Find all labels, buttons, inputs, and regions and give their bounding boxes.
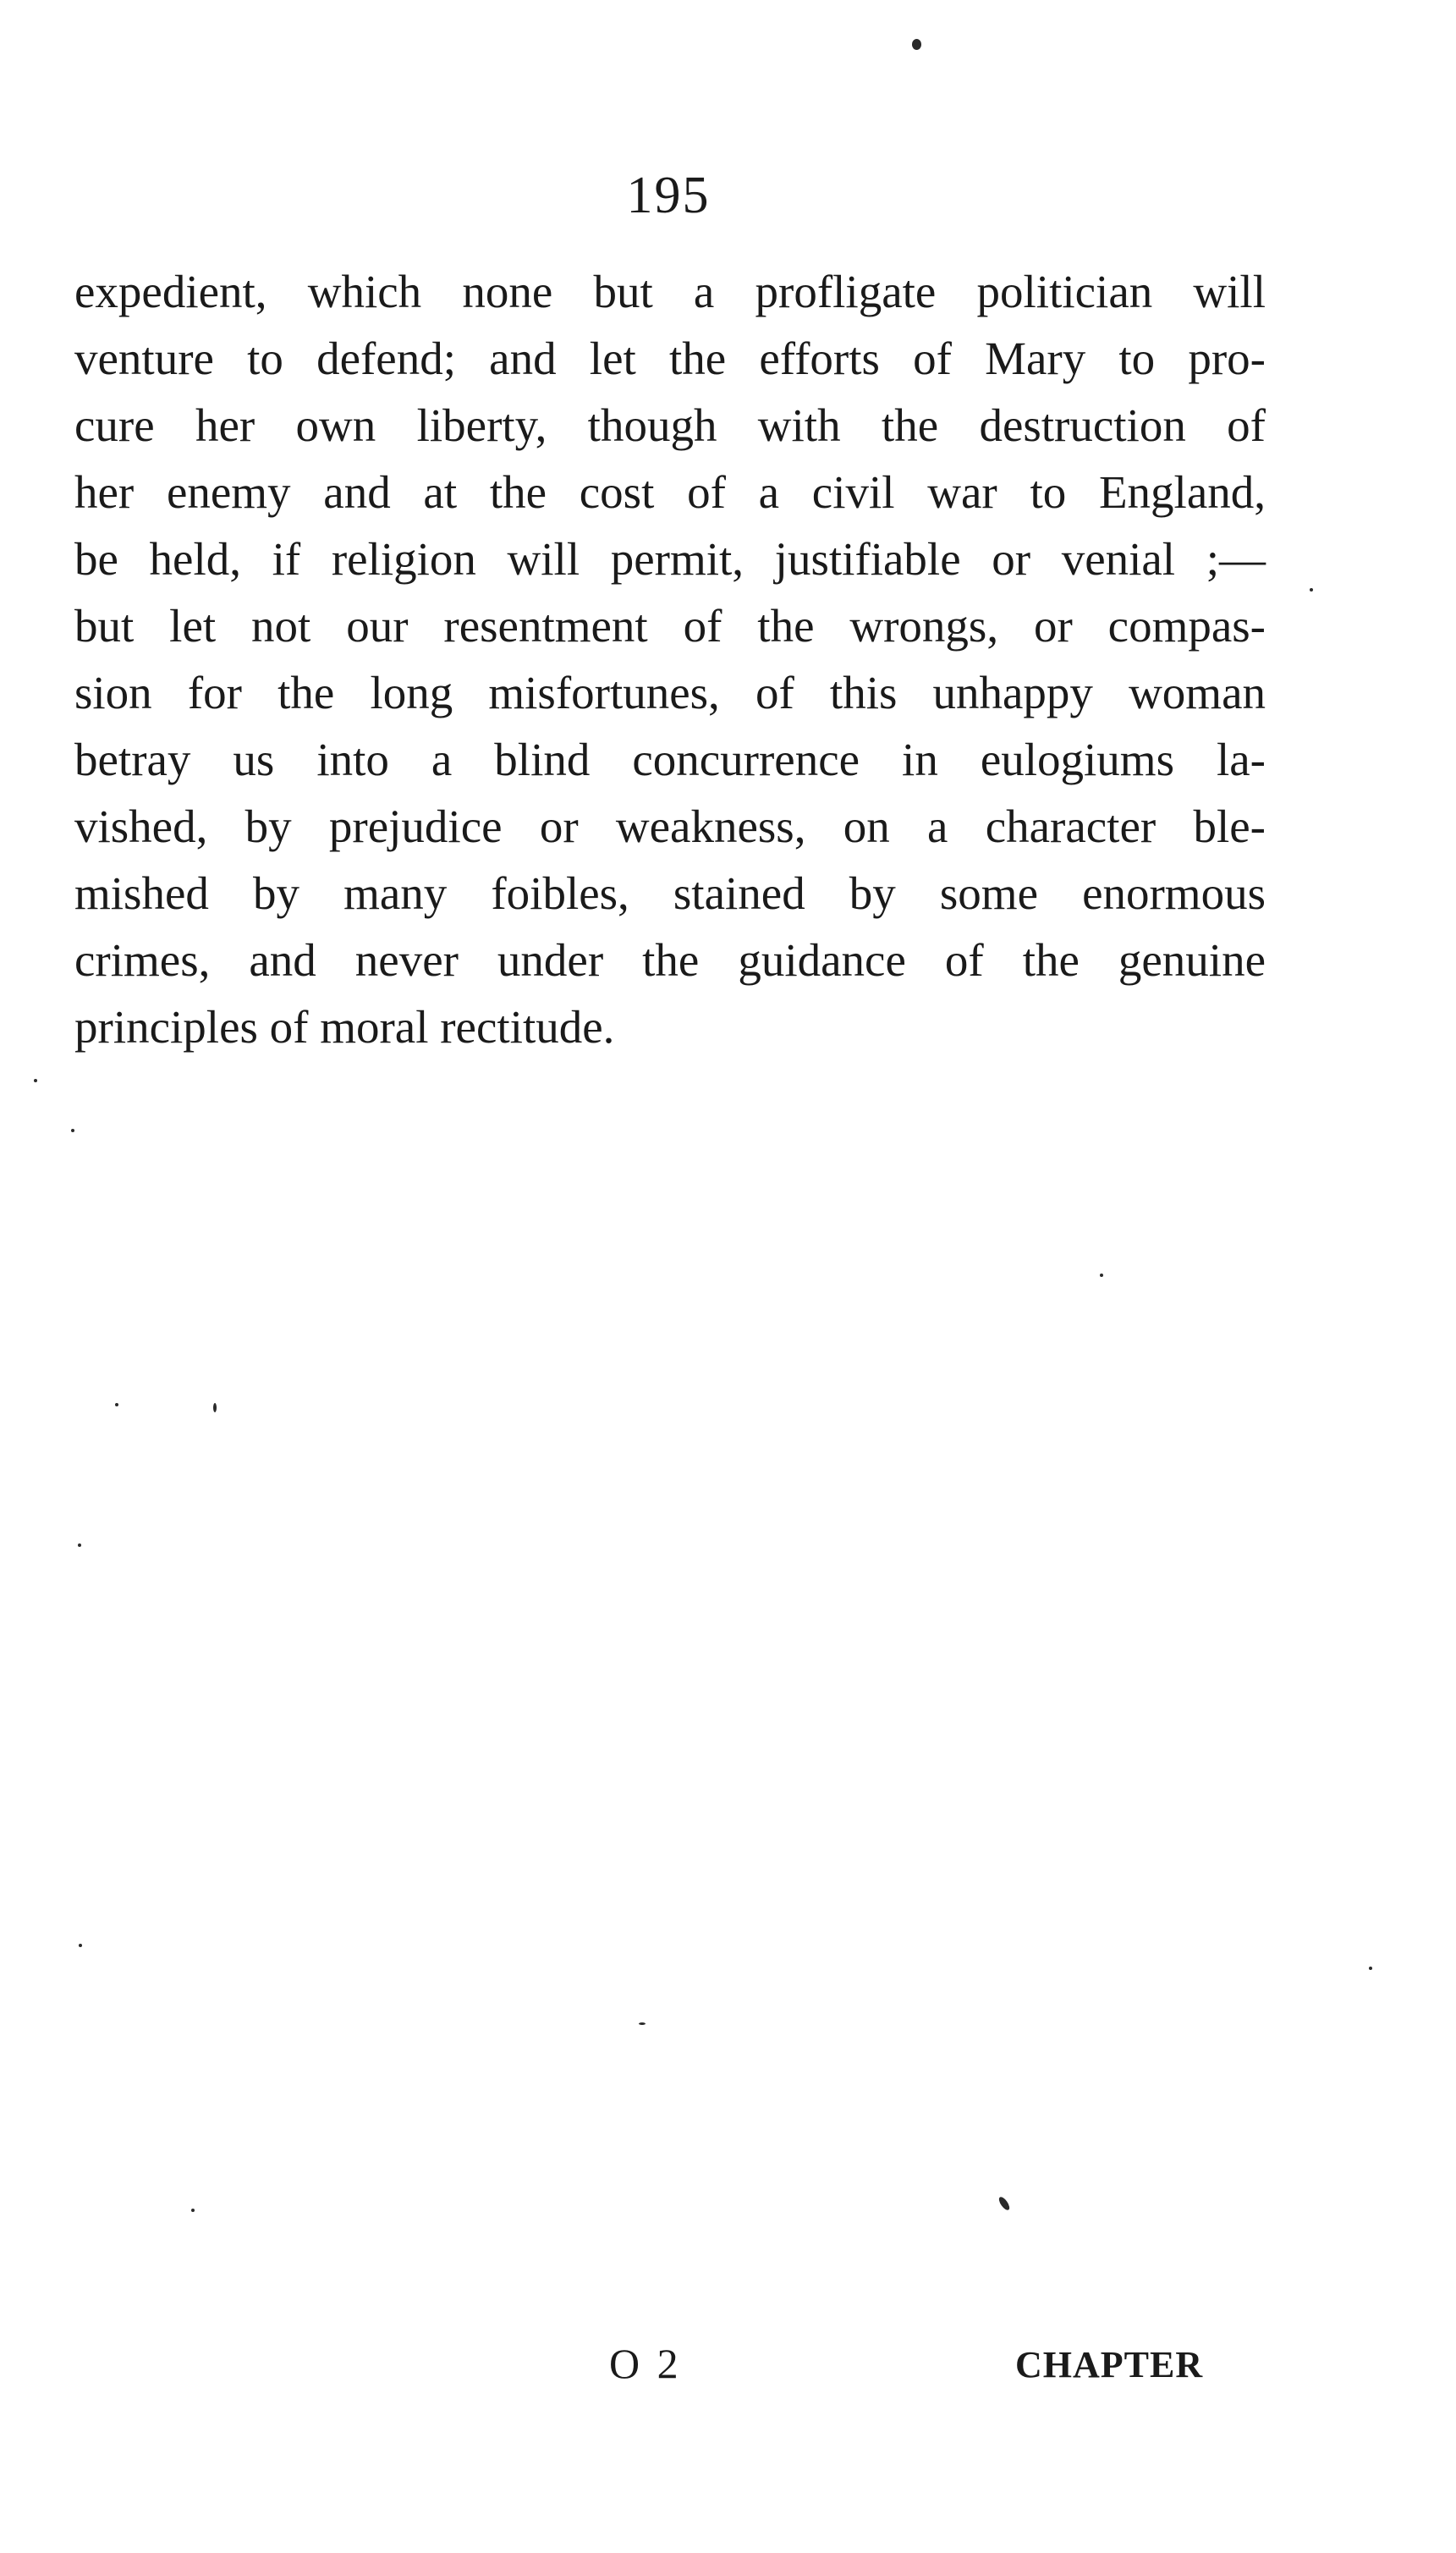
text-line: be held, if religion will permit, justifiable or venial ;— — [74, 533, 1266, 585]
body-text — [74, 258, 1266, 1060]
scan-speck — [1310, 588, 1313, 591]
scan-speck — [213, 1403, 217, 1412]
text-line: cure her own liberty, though with the destruction of — [74, 399, 1266, 451]
text-line: but let not our resentment of the wrongs, or compas- — [74, 600, 1266, 652]
scan-speck — [191, 2209, 195, 2212]
text-line: her enemy and at the cost of a civil war to England, — [74, 466, 1266, 518]
scan-speck — [639, 2022, 646, 2025]
text-line: vished, by prejudice or weakness, on a character ble- — [74, 801, 1266, 852]
catchword: CHAPTER — [1015, 2344, 1204, 2385]
text-line: mished by many foibles, stained by some enormous — [74, 867, 1266, 919]
scan-speck — [34, 1079, 37, 1082]
scan-speck — [997, 2195, 1012, 2211]
scan-speck — [1369, 1967, 1372, 1970]
text-line: betray us into a blind concurrence in eulogiums la- — [74, 734, 1266, 785]
scan-speck — [115, 1403, 118, 1406]
scan-speck — [1100, 1274, 1103, 1277]
page-number: 195 — [626, 167, 711, 224]
text-line: sion for the long misfortunes, of this unhappy woman — [74, 667, 1266, 718]
scan-speck — [912, 39, 921, 50]
text-line: expedient, which none but a profligate politician will — [74, 266, 1266, 317]
text-line: venture to defend; and let the efforts of Mary to pro- — [74, 333, 1266, 384]
scan-speck — [71, 1129, 74, 1132]
scan-speck — [79, 1944, 82, 1947]
scan-speck — [78, 1543, 81, 1547]
text-line: principles of moral rectitude. — [74, 1001, 615, 1053]
text-line: crimes, and never under the guidance of the genuine — [74, 934, 1266, 986]
signature-mark: O 2 — [609, 2340, 682, 2387]
